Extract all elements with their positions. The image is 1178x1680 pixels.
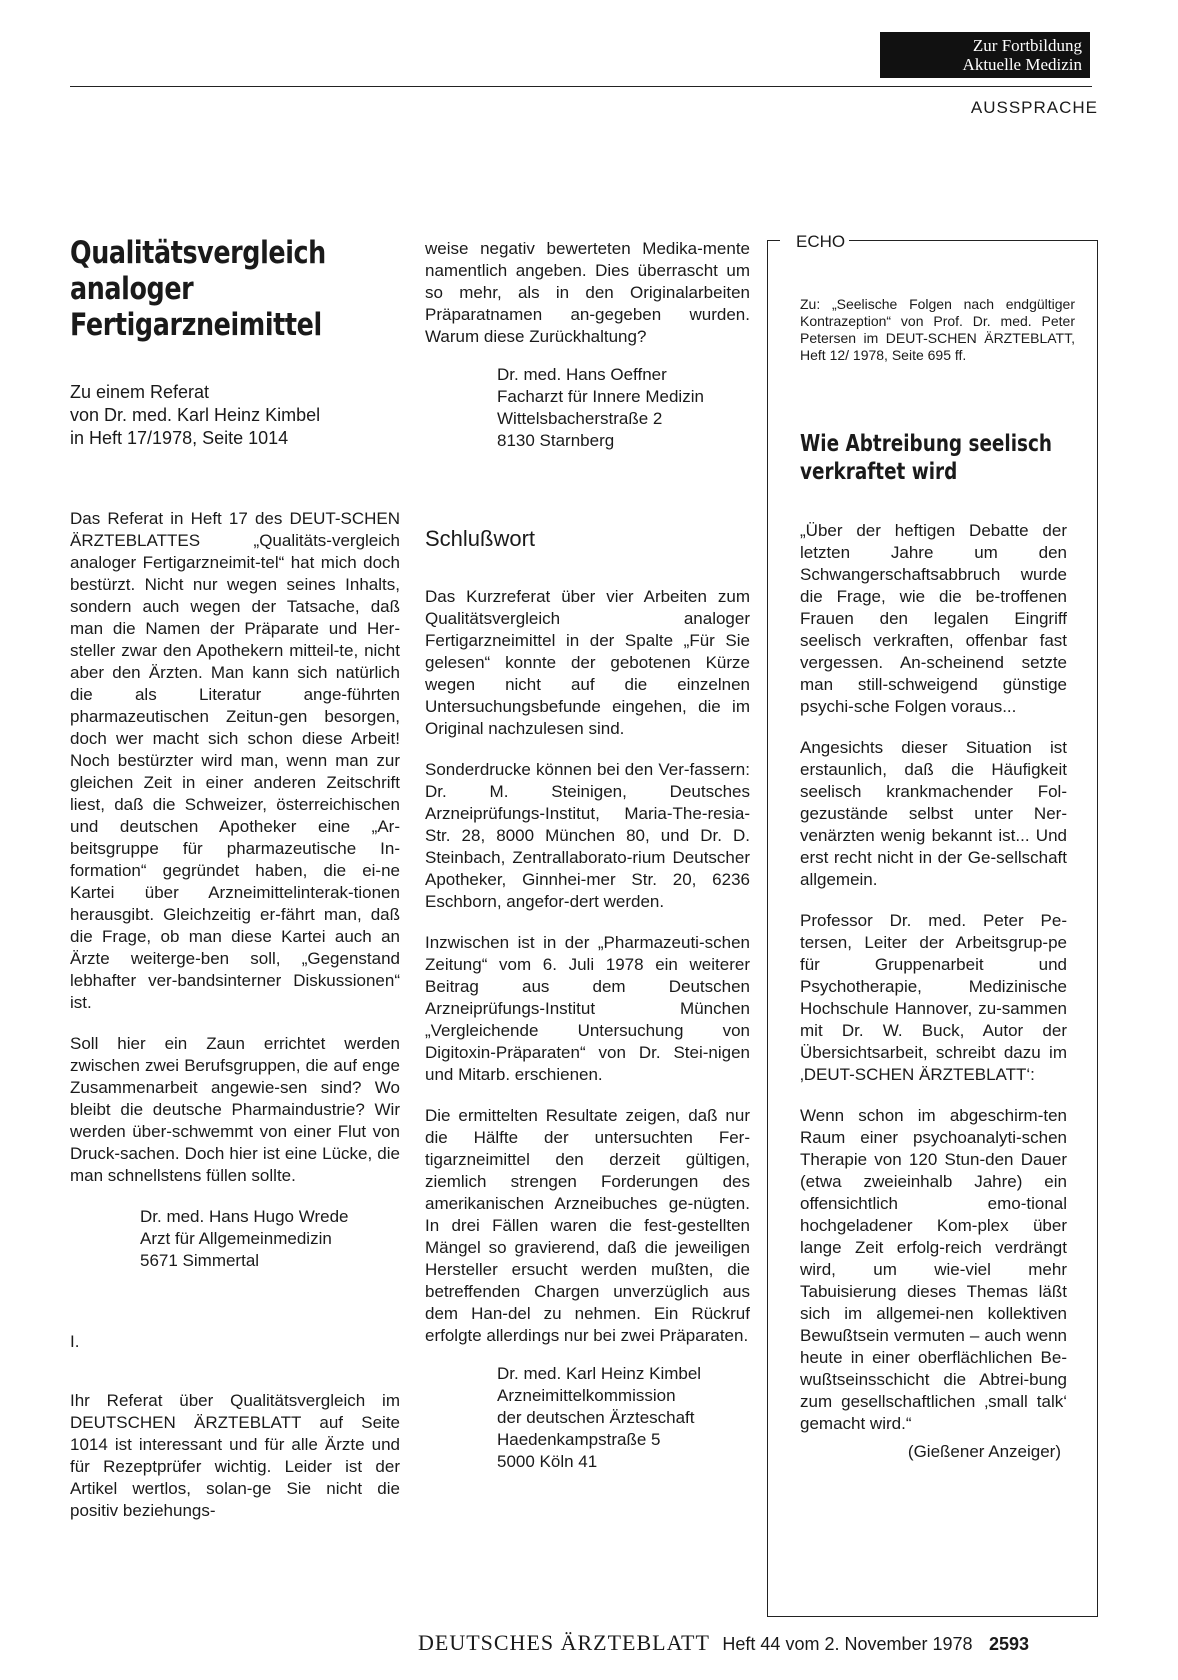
echo-paragraph-2: Angesichts dieser Situation ist erstaunlich, daß die Häufigkeit seelisch krankmachender Fol-gezustände selbst unter Ner-venärzten wenig bekannt ist... Und erst recht nicht in der Ge-sellschaft allgemein. — [800, 738, 1067, 889]
echo-paragraph-1: „Über der heftigen Debatte der letzten Jahre um den Schwangerschaftsabbruch wurde die Frage, wie die be-troffenen Frauen den legalen Eingriff seelisch verkraften, offenbar fast vergessen. An-scheinend setzte man still-schweigend günstige psychi-sche Folgen voraus... — [800, 521, 1067, 716]
letter2-paragraph-1: Ihr Referat über Qualitätsvergleich im DEUTSCHEN ÄRZTEBLATT auf Seite 1014 ist interessant und für alle Ärzte und für Rezeptprüfer wichtig. Leider ist der Artikel wertlos, solan-ge Sie nicht die positiv beziehungs- — [70, 1391, 400, 1520]
schlusswort-paragraph-4: Die ermittelten Resultate zeigen, daß nur die Hälfte der untersuchten Fer-tigarzneimittel den derzeit gültigen, ziemlich strengen Forderungen des amerikanischen Arzneibuches ge-nügten. In drei Fällen waren die fest-gestellten Mängel so gravierend, daß die jeweiligen Hersteller ersucht werden mußten, die betreffenden Chargen unverzüglich aus dem Han-del zu nehmen. Ein Rückruf erfolgte allerdings nur bei zwei Präparaten. — [425, 1106, 750, 1345]
schlusswort-heading: Schlußwort — [425, 526, 536, 551]
letter2-signature: Dr. med. Hans Oeffner Facharzt für Innere Medizin Wittelsbacherstraße 2 8130 Starnberg — [497, 365, 704, 450]
schlusswort-paragraph-2: Sonderdrucke können bei den Ver-fassern: Dr. M. Steinigen, Deutsches Arzneiprüfungs-Institut, Maria-The-resia-Str. 28, 8000 München 80, und Dr. D. Steinbach, Zentrallaborato-rium Deutscher Apotheker, Ginnhei-mer Str. 20, 6236 Eschborn, angefor-dert werden. — [425, 760, 750, 911]
column-1 — [70, 235, 400, 1522]
column-2 — [425, 238, 750, 1473]
footer-page-number: 2593 — [989, 1634, 1030, 1654]
article-subtitle: Zu einem Referat von Dr. med. Karl Heinz Kimbel in Heft 17/1978, Seite 1014 — [70, 382, 321, 448]
echo-paragraph-3: Professor Dr. med. Peter Pe-tersen, Leiter der Arbeitsgrup-pe für Gruppenarbeit und Psychotherapie, Medizinische Hochschule Hannover, zu-sammen mit Dr. W. Buck, Autor der Übersichtsarbeit, schreibt dazu im ‚DEUT-SCHEN ÄRZTEBLATT‘: — [800, 911, 1067, 1084]
section-badge — [880, 32, 1090, 78]
echo-box-gap — [780, 238, 792, 242]
echo-paragraph-4: Wenn schon im abgeschirm-ten Raum einer psychoanalyti-schen Therapie von 120 Stun-den Dauer (etwa zweieinhalb Jahre) ein offensichtlich emo-tional hochgeladener Kom-plex über lange Zeit erfolg-reich verdrängt wird, um wie-viel mehr Tabuisierung dieses Themas läßt sich im allgemei-nen kollektiven Bewußtsein vermuten – auch wenn heute in einer oberflächlichen Be-wußtseinsschicht die Abtrei-bung zum gesellschaftlichen ‚small talk‘ gemacht wird.“ — [800, 1106, 1067, 1433]
echo-source: Zu: „Seelische Folgen nach endgültiger Kontrazeption“ von Prof. Dr. med. Peter Petersen im DEUT-SCHEN ÄRZTEBLATT, Heft 12/ 1978, Seite 695 ff. — [800, 296, 1075, 363]
roman-numeral: I. — [70, 1332, 80, 1351]
footer-journal: DEUTSCHES ÄRZTEBLATT — [418, 1630, 710, 1655]
echo-attribution: (Gießener Anzeiger) — [907, 1442, 1061, 1461]
badge-line-2: Aktuelle Medizin — [962, 55, 1082, 74]
schlusswort-signature: Dr. med. Karl Heinz Kimbel Arzneimittelkommission der deutschen Ärzteschaft Haedenkampstraße 5 5000 Köln 41 — [497, 1364, 702, 1471]
page-footer — [418, 1630, 1029, 1656]
letter1-paragraph-1: Das Referat in Heft 17 des DEUT-SCHEN ÄRZTEBLATTES „Qualitäts-vergleich analoger Fertigarzneimit-tel“ hat mich doch bestürzt. Nicht nur wegen seines Inhalts, sondern auch wegen der Tatsache, daß man die Namen der Präparate und Her-steller zwar den Apothekern mitteil-te, nicht aber den Ärzten. Man kann sich natürlich die als Literatur ange-führten pharmazeutischen Zeitun-gen besorgen, doch wer macht sich schon diese Arbeit! Noch bestürzter wird man, wenn man zur gleichen Zeit in einer anderen Zeitschrift liest, daß die Schweizer, österreichischen und deutschen Apotheker eine „Ar-beitsgruppe für pharmazeutische In-formation“ gegründet haben, die ei-ne Kartei über Arzneimittelinterak-tionen herausgibt. Gleichzeitig er-fährt man, daß die Frage, ob man diese Kartei auch an Ärzte weiterge-ben soll, „Gegenstand lebhafter ver-bandsinterner Diskussionen“ ist. — [70, 509, 400, 1012]
header-rule — [70, 86, 1092, 87]
schlusswort-paragraph-3: Inzwischen ist in der „Pharmazeuti-schen Zeitung“ vom 6. Juli 1978 ein weiterer Beitrag aus dem Deutschen Arzneiprüfungs-Institut München „Vergleichende Untersuchung von Digitoxin-Präparaten“ von Dr. Stei-nigen und Mitarb. erschienen. — [425, 933, 750, 1084]
section-label: AUSSPRACHE — [970, 98, 1098, 117]
badge-line-1: Zur Fortbildung — [972, 36, 1082, 55]
article-title: Qualitätsvergleich analoger Fertigarzneimittel — [70, 235, 326, 343]
letter1-signature: Dr. med. Hans Hugo Wrede Arzt für Allgemeinmedizin 5671 Simmertal — [140, 1207, 349, 1270]
column-3 — [800, 520, 1067, 1463]
echo-label: ECHO — [792, 232, 849, 252]
echo-headline: Wie Abtreibung seelisch verkraftet wird — [800, 431, 1052, 485]
schlusswort-paragraph-1: Das Kurzreferat über vier Arbeiten zum Qualitätsvergleich analoger Fertigarzneimittel in der Spalte „Für Sie gelesen“ konnte der gebotenen Kürze wegen nicht auf die einzelnen Untersuchungsbefunde eingehen, die im Original nachzulesen sind. — [425, 587, 750, 738]
letter1-paragraph-2: Soll hier ein Zaun errichtet werden zwischen zwei Berufsgruppen, die auf enge Zusammenarbeit angewie-sen sind? Wo bleibt die deutsche Pharmaindustrie? Wir werden über-schwemmt von einer Flut von Druck-sachen. Doch hier ist eine Lücke, die man schnellstens füllen sollte. — [70, 1034, 400, 1185]
letter2-paragraph-1-continued: weise negativ bewerteten Medika-mente namentlich angeben. Dies überrascht um so mehr, als in den Originalarbeiten Präparatnamen an-gegeben wurden. Warum diese Zurückhaltung? — [425, 239, 750, 346]
footer-issue: Heft 44 vom 2. November 1978 — [722, 1634, 973, 1654]
